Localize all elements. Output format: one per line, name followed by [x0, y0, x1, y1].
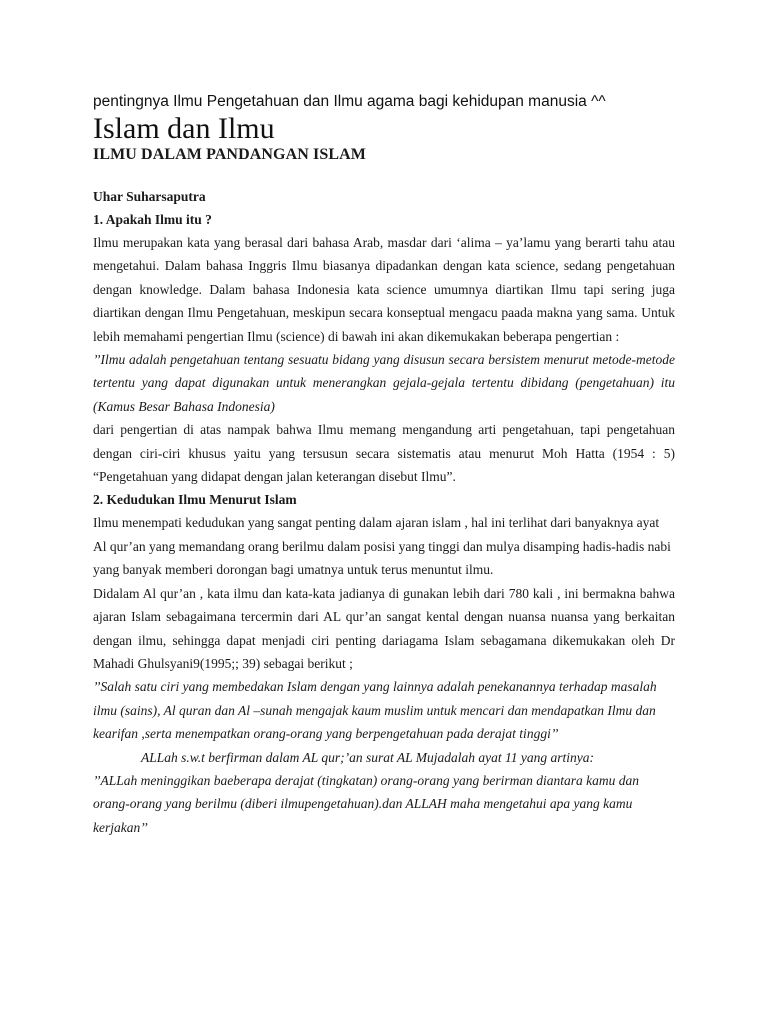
- section1-paragraph-1: Ilmu merupakan kata yang berasal dari bahasa Arab, masdar dari ‘alima – ya’lamu yang berarti tahu atau mengetahui. Dalam bahasa Inggris Ilmu biasanya dipadankan dengan kata science, sedang pengetahuan dengan knowledge. Dalam bahasa Indonesia kata science umumnya diartikan Ilmu tapi sering juga diartikan dengan Ilmu Pengetahuan, meskipun secara konseptual mengacu paada makna yang sama. Untuk lebih memahami pengertian Ilmu (science) di bawah ini akan dikemukakan beberapa pengertian :: [93, 235, 675, 344]
- section2-quote-2: ’’ALLah meninggikan baeberapa derajat (tingkatan) orang-orang yang berirman diantara kamu dan orang-orang yang berilmu (diberi ilmupengetahuan).dan ALLAH maha mengetahui apa yang kamu kerjakan’’: [93, 772, 639, 835]
- document-subtitle: ILMU DALAM PANDANGAN ISLAM: [93, 146, 366, 163]
- section-heading-2: 2. Kedudukan Ilmu Menurut Islam: [93, 492, 297, 508]
- document-page: [93, 92, 675, 839]
- section1-quote-1: ’’Ilmu adalah pengetahuan tentang sesuatu bidang yang disusun secara bersistem menurut metode-metode tertentu yang dapat digunakan untuk menerangkan gejala-gejala tertentu dibidang (pengetahuan) itu (Kamus Besar Bahasa Indonesia): [93, 352, 675, 414]
- section2-paragraph-1: Ilmu menempati kedudukan yang sangat penting dalam ajaran islam , hal ini terlihat dari banyaknya ayat Al qur’an yang memandang orang berilmu dalam posisi yang tinggi dan mulya disamping hadis-hadis nabi yang banyak memberi dorongan bagi umatnya untuk terus menuntut ilmu.: [93, 515, 671, 578]
- author-name: Uhar Suharsaputra: [93, 189, 206, 204]
- document-title: Islam dan Ilmu: [93, 112, 275, 145]
- section1-paragraph-2: dari pengertian di atas nampak bahwa Ilmu memang mengandung arti pengetahuan, tapi pengetahuan dengan ciri-ciri khusus yaitu yang tersusun secara sistematis atau menurut Moh Hatta (1954 : 5) “Pengetahuan yang didapat dengan jalan keterangan disebut Ilmu”.: [93, 422, 675, 485]
- section2-quote-1: ’’Salah satu ciri yang membedakan Islam dengan yang lainnya adalah penekanannya terhadap masalah ilmu (sains), Al quran dan Al –sunah mengajak kaum muslim untuk mencari dan mendapatkan Ilmu dan kearifan ,serta menempatkan orang-orang yang berpengetahuan pada derajat tinggi’’: [93, 679, 657, 742]
- section2-paragraph-2: Didalam Al qur’an , kata ilmu dan kata-kata jadianya di gunakan lebih dari 780 kali , ini bermakna bahwa ajaran Islam sebagaimana tercermin dari AL qur’an sangat kental dengan nuansa nuansa yang berkaitan dengan ilmu, sehingga dapat menjadi ciri penting dariagama Islam sebagamana dikemukakan oleh Dr Mahadi Ghulsyani9(1995;; 39) sebagai berikut ;: [93, 585, 675, 671]
- section2-quote-intro: ALLah s.w.t berfirman dalam AL qur;’an surat AL Mujadalah ayat 11 yang artinya:: [141, 749, 595, 765]
- section-heading-1: 1. Apakah Ilmu itu ?: [93, 212, 212, 227]
- page-header-text: pentingnya Ilmu Pengetahuan dan Ilmu agama bagi kehidupan manusia ^^: [93, 93, 606, 110]
